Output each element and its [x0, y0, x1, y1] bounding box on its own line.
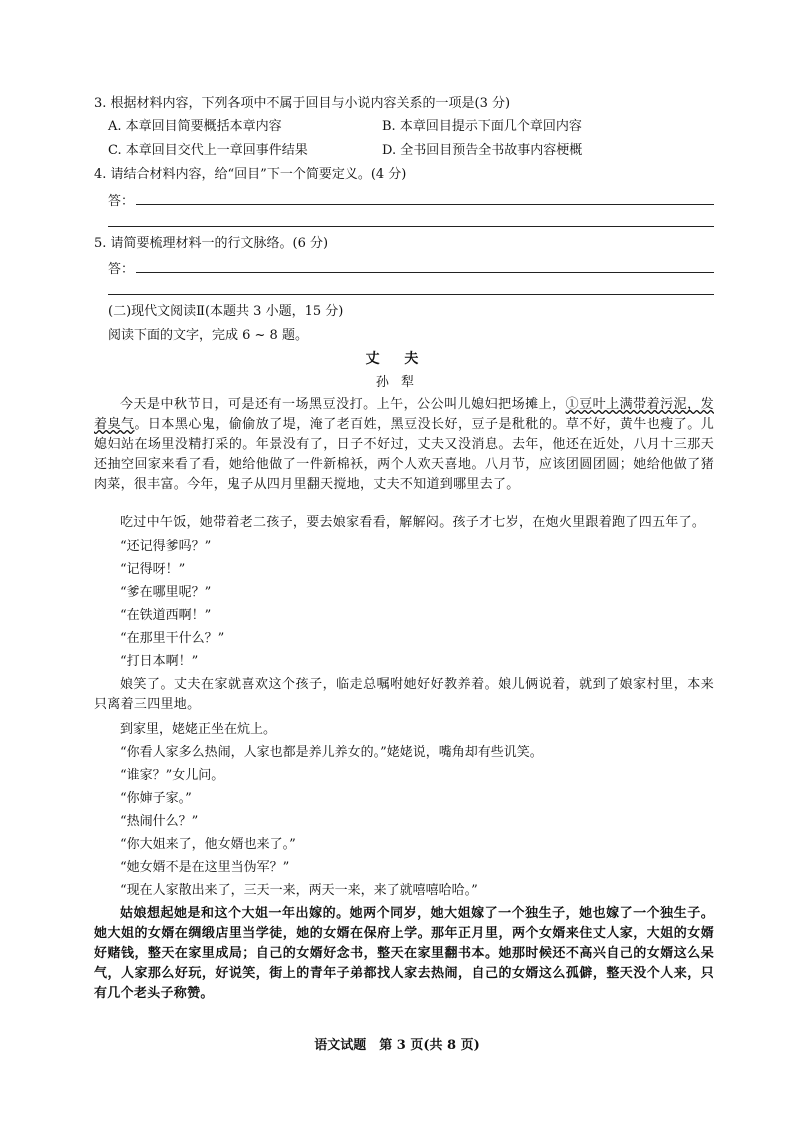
dialogue-line: “谁家？”女儿问。	[120, 768, 225, 783]
dialogue-line: “现在人家散出来了，三天一来，两天一来，来了就嘻嘻哈哈。”	[120, 883, 478, 898]
dialogue-line: “还记得爹吗？”	[120, 539, 212, 554]
answer-rule	[136, 272, 714, 273]
section-heading: (二)现代文阅读Ⅱ(本题共 3 小题，15 分)	[108, 304, 344, 319]
question-3-option-c[interactable]: C. 本章回目交代上一章回事件结果	[108, 143, 308, 158]
section-instruction: 阅读下面的文字，完成 6 ~ 8 题。	[108, 328, 308, 343]
marked-sentence-1: ①豆叶上满带着污泥，发着臭气	[94, 397, 714, 432]
question-5-answer-rule-2[interactable]	[108, 294, 714, 295]
story-author: 孙 犁	[375, 375, 419, 390]
dialogue-line: “记得呀！”	[120, 562, 186, 577]
story-paragraph-2: 吃过中午饭，她带着老二孩子，要去娘家看看，解解闷。孩子才七岁，在炮火里跟着跑了四五年了。	[120, 515, 706, 530]
dialogue-line: “在那里干什么？”	[120, 631, 225, 646]
story-paragraph-4: 到家里，姥姥正坐在炕上。	[120, 722, 277, 737]
question-4-stem: 4. 请结合材料内容，给“回目”下一个简要定义。(4 分)	[94, 167, 407, 182]
page-footer: 语文试题 第 3 页(共 8 页)	[314, 1038, 480, 1053]
story-title: 丈 夫	[365, 351, 429, 367]
dialogue-line: “爹在哪里呢？”	[120, 585, 212, 600]
question-4-answer-line[interactable]	[108, 190, 714, 210]
answer-rule	[136, 204, 714, 205]
paragraph-text: 今天是中秋节日，可是还有一场黑豆没打。上午，公公叫儿媳妇把场摊上，	[120, 397, 566, 412]
answer-label: 答：	[108, 194, 135, 209]
question-5-stem: 5. 请简要梳理材料一的行文脉络。(6 分)	[94, 236, 329, 251]
dialogue-line: “你看人家多么热闹，人家也都是养儿养女的。”姥姥说，嘴角却有些讥笑。	[120, 745, 543, 760]
answer-label: 答：	[108, 262, 135, 277]
question-3-option-b[interactable]: B. 本章回目提示下面几个章回内容	[382, 119, 582, 134]
dialogue-line: “你婶子家。”	[120, 791, 192, 806]
question-5-answer-line[interactable]	[108, 258, 714, 278]
story-paragraph-1	[94, 395, 714, 495]
story-paragraph-5: 姑娘想起她是和这个大姐一年出嫁的。她两个同岁，她大姐嫁了一个独生子，她也嫁了一个独生子。她大姐的女婿在绸缎店里当学徒，她的女婿在保府上学。那年正月里，两个女婿来住丈人家，大姐的女婿好赌钱，整天在家里成局；自己的女婿好念书，整天在家里翻书本。她那时候还不高兴自己的女婿这么呆气，人家那么好玩，好说笑，街上的青年子弟都找人家去热闹，自己的女婿这么孤僻，整天没个人来，只有几个老头子称赞。	[94, 906, 714, 1001]
question-3-option-d[interactable]: D. 全书回目预告全书故事内容梗概	[382, 143, 583, 158]
dialogue-line: “她女婿不是在这里当伪军？”	[120, 860, 290, 875]
question-4-answer-rule-2[interactable]	[108, 226, 714, 227]
story-paragraph-3: 娘笑了。丈夫在家就喜欢这个孩子，临走总嘱咐她好好教养着。娘儿俩说着，就到了娘家村里，本来只离着三四里地。	[94, 677, 714, 712]
dialogue-line: “在铁道西啊！”	[120, 608, 212, 623]
dialogue-line: “打日本啊！”	[120, 654, 199, 669]
dialogue-line: “热闹什么？”	[120, 814, 199, 829]
paragraph-text: 。日本黑心鬼，偷偷放了堤，淹了老百姓，黑豆没长好，豆子是秕秕的。草不好，黄牛也瘦了。儿媳妇站在场里没精打采的。年景没有了，日子不好过，丈夫又没消息。去年，他还在近处，八月十三那天还抽空回家来看了看，她给他做了一件新棉袄，两个人欢天喜地。八月节，应该团圆团圆；她给他做了猪肉菜，很丰富。今年，鬼子从四月里翻天搅地，丈夫不知道到哪里去了。	[94, 417, 714, 492]
dialogue-line: “你大姐来了，他女婿也来了。”	[120, 837, 296, 852]
question-3-option-a[interactable]: A. 本章回目简要概括本章内容	[108, 119, 282, 134]
question-3-stem: 3. 根据材料内容，下列各项中不属于回目与小说内容关系的一项是(3 分)	[94, 96, 511, 111]
